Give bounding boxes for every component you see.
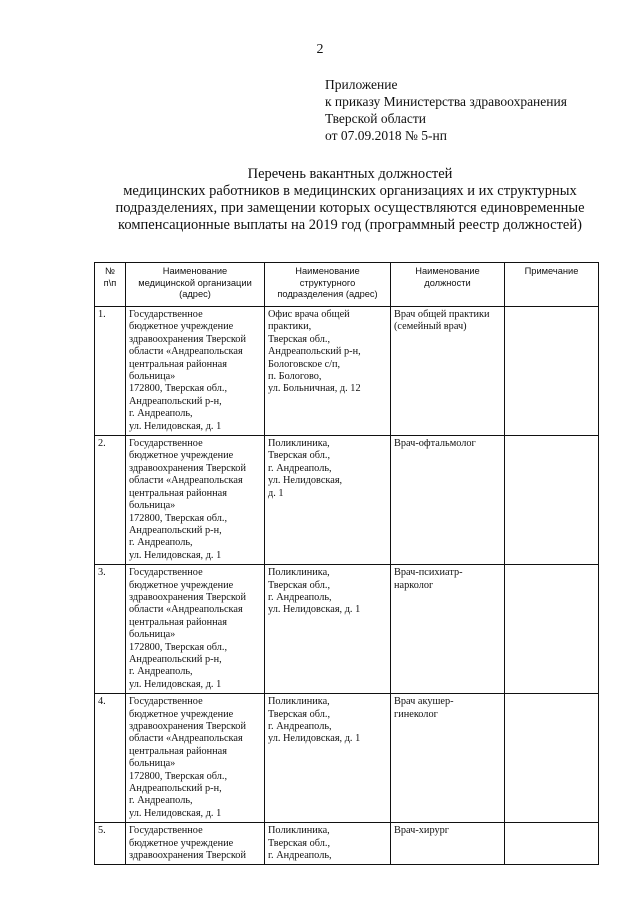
cell-line: Бологовское с/п, [268,358,341,370]
cell-line: Врач-офтальмолог [394,438,476,450]
position-cell [391,694,505,823]
note-cell [505,823,599,865]
cell-line: Тверская обл., [268,579,331,591]
header-line: п\п [103,277,117,288]
header-unit [265,263,391,307]
cell-line: больница» [129,371,176,383]
table-row [95,436,599,565]
cell-line: г. Андреаполь, [268,591,332,603]
positions-register-table [94,262,599,865]
cell-line: Поликлиника, [268,696,330,708]
cell-line: Андреапольский р-н, [129,524,222,536]
cell-line: Андреапольский р-н, [129,783,222,795]
cell-line: Тверская обл., [268,450,331,462]
row-number: 5. [95,823,126,865]
cell-line: ул. Нелидовская, д. 1 [129,807,222,819]
appendix-line: к приказу Министерства здравоохранения [325,94,567,109]
position-cell [391,436,505,565]
table-row [95,694,599,823]
note-cell [505,694,599,823]
row-number: 3. [95,565,126,694]
cell-line: п. Бологово, [268,371,322,383]
cell-line: Тверская обл., [268,333,331,345]
cell-line: Андреапольский р-н, [129,395,222,407]
table-header-row [95,263,599,307]
header-line: Наименование [162,266,228,276]
title-line: компенсационные выплаты на 2019 год (программный реестр должностей) [118,217,582,233]
cell-line: г. Андреаполь, [268,721,332,732]
unit-cell [265,565,391,694]
cell-line: бюджетное учреждение [129,579,234,591]
unit-cell [265,307,391,436]
cell-line: ул. Нелидовская, д. 1 [268,733,361,745]
cell-line: Офис врача общей [268,309,350,320]
header-line: Наименование [295,266,360,276]
cell-line: г. Андреаполь, [129,795,193,807]
cell-line: Поликлиника, [268,567,330,579]
cell-line: Андреапольский р-н, [268,346,361,358]
header-line: Примечание [524,266,579,276]
organization-cell [126,307,265,436]
cell-line: г. Андреаполь, [129,408,193,420]
organization-cell [126,823,265,865]
note-cell [505,565,599,694]
header-number [95,263,126,307]
appendix-block [325,76,567,144]
header-line: подразделения (адрес) [277,289,378,299]
title-line: Перечень вакантных должностей [247,166,453,182]
cell-line: центральная районная [129,358,227,370]
row-number: 1. [95,307,126,436]
cell-line: бюджетное учреждение [129,837,234,849]
position-cell [391,307,505,436]
cell-line: здравоохранения Тверской [129,850,246,862]
organization-cell [126,565,265,694]
row-number: 4. [95,694,126,823]
cell-line: практики, [268,321,312,333]
cell-line: области «Андреапольская [129,346,243,358]
cell-line: здравоохранения Тверской [129,721,246,732]
appendix-line: Приложение [325,77,398,92]
position-cell [391,565,505,694]
cell-line: Поликлиника, [268,438,330,450]
appendix-line: от 07.09.2018 № 5-нп [325,128,447,143]
unit-cell [265,823,391,865]
table-row [95,823,599,865]
cell-line: области «Андреапольская [129,475,243,487]
organization-cell [126,436,265,565]
cell-line: ул. Нелидовская, д. 1 [129,420,222,432]
header-organization [126,263,265,307]
note-cell [505,436,599,565]
cell-line: 172800, Тверская обл., [129,770,228,782]
cell-line: Поликлиника, [268,825,330,837]
header-line: медицинской организации [138,277,252,288]
header-line: структурного [299,277,356,288]
header-line: Наименование [415,266,480,276]
cell-line: центральная районная [129,745,227,757]
cell-line: 172800, Тверская обл., [129,641,228,653]
cell-line: г. Андреаполь, [129,666,193,678]
cell-line: (семейный врач) [394,321,467,333]
title-line: медицинских работников в медицинских организациях и их структурных [123,183,577,199]
cell-line: бюджетное учреждение [129,708,234,720]
row-number: 2. [95,436,126,565]
title-line: подразделениях, при замещении которых осуществляются единовременные [115,200,585,216]
cell-line: области «Андреапольская [129,733,243,745]
cell-line: д. 1 [268,487,284,499]
cell-line: нарколог [394,579,434,591]
cell-line: Тверская обл., [268,837,331,849]
unit-cell [265,436,391,565]
cell-line: ул. Нелидовская, д. 1 [129,549,222,561]
note-cell [505,307,599,436]
cell-line: г. Андреаполь, [268,462,332,474]
cell-line: Государственное [129,696,203,708]
organization-cell [126,694,265,823]
header-line: № [105,266,115,276]
cell-line: Государственное [129,825,203,837]
cell-line: г. Андреаполь, [129,537,193,549]
cell-line: Андреапольский р-н, [129,653,222,665]
cell-line: ул. Нелидовская, д. 1 [129,678,222,690]
header-position [391,263,505,307]
cell-line: бюджетное учреждение [129,450,234,462]
cell-line: Врач акушер- [394,696,454,708]
table-row [95,565,599,694]
cell-line: области «Андреапольская [129,604,243,616]
cell-line: больница» [129,629,176,641]
cell-line: центральная районная [129,616,227,628]
cell-line: 172800, Тверская обл., [129,512,228,524]
cell-line: Государственное [129,438,203,450]
document-title [60,166,640,234]
cell-line: Врач-хирург [394,825,449,837]
cell-line: больница» [129,758,176,770]
cell-line: здравоохранения Тверской [129,591,246,603]
cell-line: г. Андреаполь, [268,850,332,862]
cell-line: Тверская обл., [268,708,331,720]
header-line: (адрес) [179,289,211,299]
appendix-line: Тверской области [325,111,426,126]
cell-line: здравоохранения Тверской [129,462,246,474]
cell-line: ул. Нелидовская, [268,475,343,487]
table-row [95,307,599,436]
cell-line: центральная районная [129,487,227,499]
cell-line: 172800, Тверская обл., [129,383,228,395]
cell-line: Государственное [129,567,203,579]
cell-line: Врач общей практики [394,309,490,320]
header-note [505,263,599,307]
cell-line: гинеколог [394,708,438,720]
unit-cell [265,694,391,823]
cell-line: Врач-психиатр- [394,567,463,579]
table-body [95,307,599,865]
position-cell [391,823,505,865]
cell-line: Государственное [129,309,203,320]
cell-line: бюджетное учреждение [129,321,234,333]
cell-line: ул. Нелидовская, д. 1 [268,604,361,616]
page-number: 2 [316,42,324,57]
header-line: должности [424,277,471,288]
cell-line: больница» [129,500,176,512]
cell-line: здравоохранения Тверской [129,333,246,345]
cell-line: ул. Больничная, д. 12 [268,383,361,395]
